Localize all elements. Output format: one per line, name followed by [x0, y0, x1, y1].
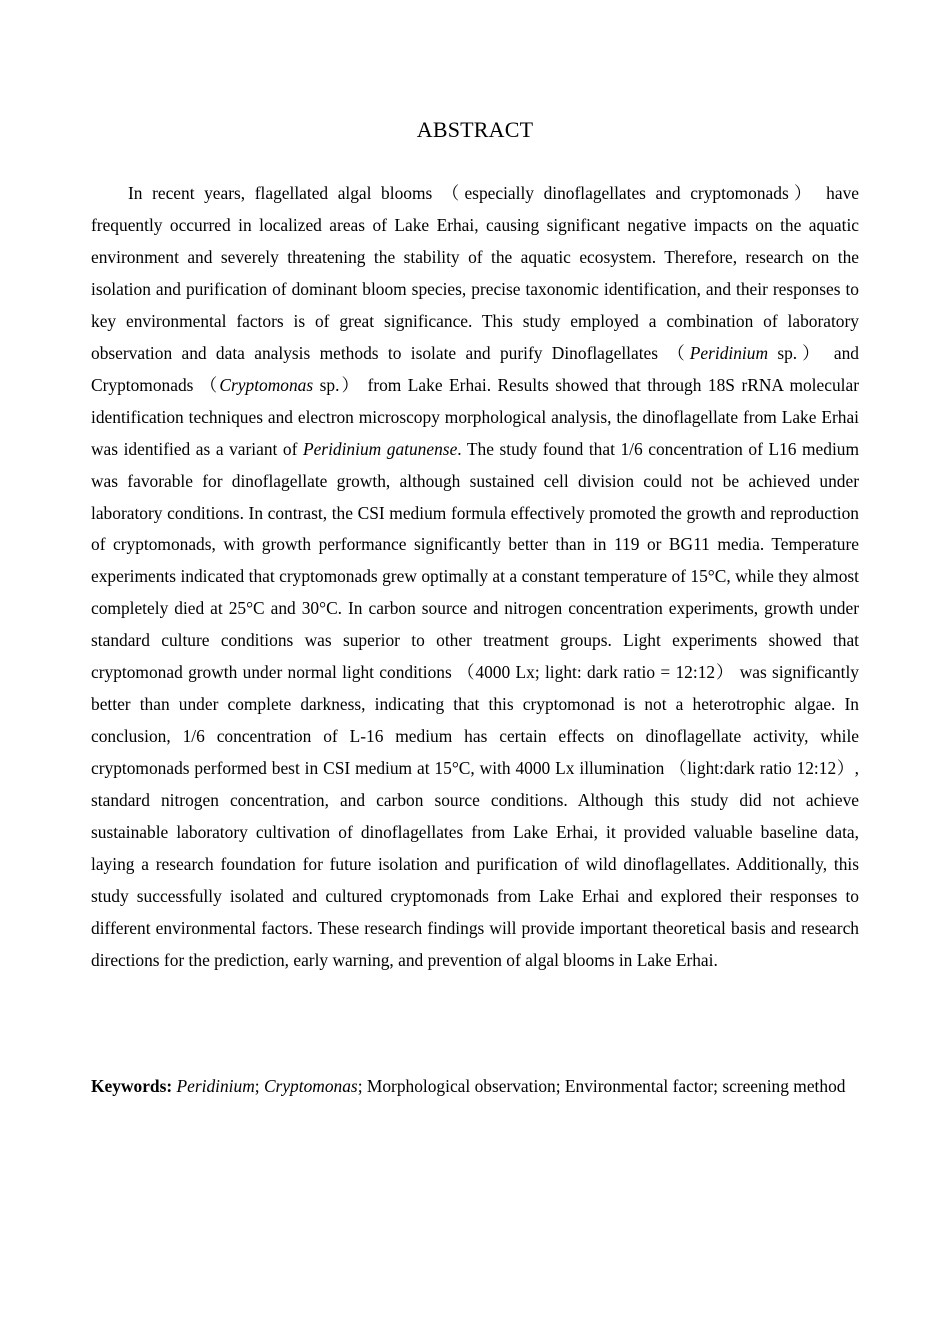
abstract-text-1: In recent years, flagellated algal blooms （especially dinoflagellates and cryptomonads） have frequently occurred in localized areas of Lake Erhai, causing significant negative impacts on the aquatic environment and severely threatening the stability of the aquatic ecosystem. Therefore, research on the isolation and purification of dominant bloom species, precise taxonomic identification, and their responses to key environmental factors is of great significance. This study employed a combination of laboratory observation and data analysis methods to isolate and purify Dinoflagellates （ — [91, 183, 859, 363]
keywords-line — [91, 1071, 859, 1103]
abstract-paragraph — [91, 178, 859, 977]
abstract-text-3: sp.） from Lake Erhai. Results showed that through 18S rRNA molecular identification techniques and electron microscopy morphological analysis, the dinoflagellate from Lake Erhai was identified as a variant of — [91, 374, 859, 459]
keywords-rest: ; Morphological observation; Environmental factor; screening method — [357, 1076, 846, 1096]
keywords-label: Keywords: — [91, 1076, 173, 1096]
abstract-title: ABSTRACT — [416, 117, 534, 142]
abstract-text-2: sp.） and Cryptomonads （ — [91, 342, 859, 395]
taxon-peridinium: Peridinium — [689, 342, 768, 363]
abstract-text-4: . The study found that 1/6 concentration of L16 medium was favorable for dinoflagellate growth, although sustained cell division could not be achieved under laboratory conditions. In contrast, the CSI medium formula effectively promoted the growth and reproduction of cryptomonads, with growth performance significantly better than in 119 or BG11 media. Temperature experiments indicated that cryptomonads grew optimally at a constant temperature of 15°C, while they almost completely died at 25°C and 30°C. In carbon source and nitrogen concentration experiments, growth under standard culture conditions was superior to other treatment groups. Light experiments showed that cryptomonad growth under normal light conditions （4000 Lx; light: dark ratio = 12:12） was significantly better than under complete darkness, indicating that this cryptomonad is not a heterotrophic algae. In conclusion, 1/6 concentration of L-16 medium has certain effects on dinoflagellate activity, while cryptomonads performed best in CSI medium at 15°C, with 4000 Lx illumination （light:dark ratio 12:12）, standard nitrogen concentration, and carbon source conditions. Although this study did not achieve sustainable laboratory cultivation of dinoflagellates from Lake Erhai, it provided valuable baseline data, laying a research foundation for future isolation and purification of wild dinoflagellates. Additionally, this study successfully isolated and cultured cryptomonads from Lake Erhai and explored their responses to different environmental factors. These research findings will provide important theoretical basis and research directions for the prediction, early warning, and prevention of algal blooms in Lake Erhai. — [91, 438, 860, 970]
keyword-cryptomonas: Cryptomonas — [263, 1076, 358, 1096]
taxon-peridinium-gatunense: Peridinium gatunense — [302, 438, 458, 459]
keyword-separator: ; — [254, 1076, 264, 1096]
taxon-cryptomonas: Cryptomonas — [219, 374, 314, 395]
keyword-peridinium: Peridinium — [176, 1076, 255, 1096]
